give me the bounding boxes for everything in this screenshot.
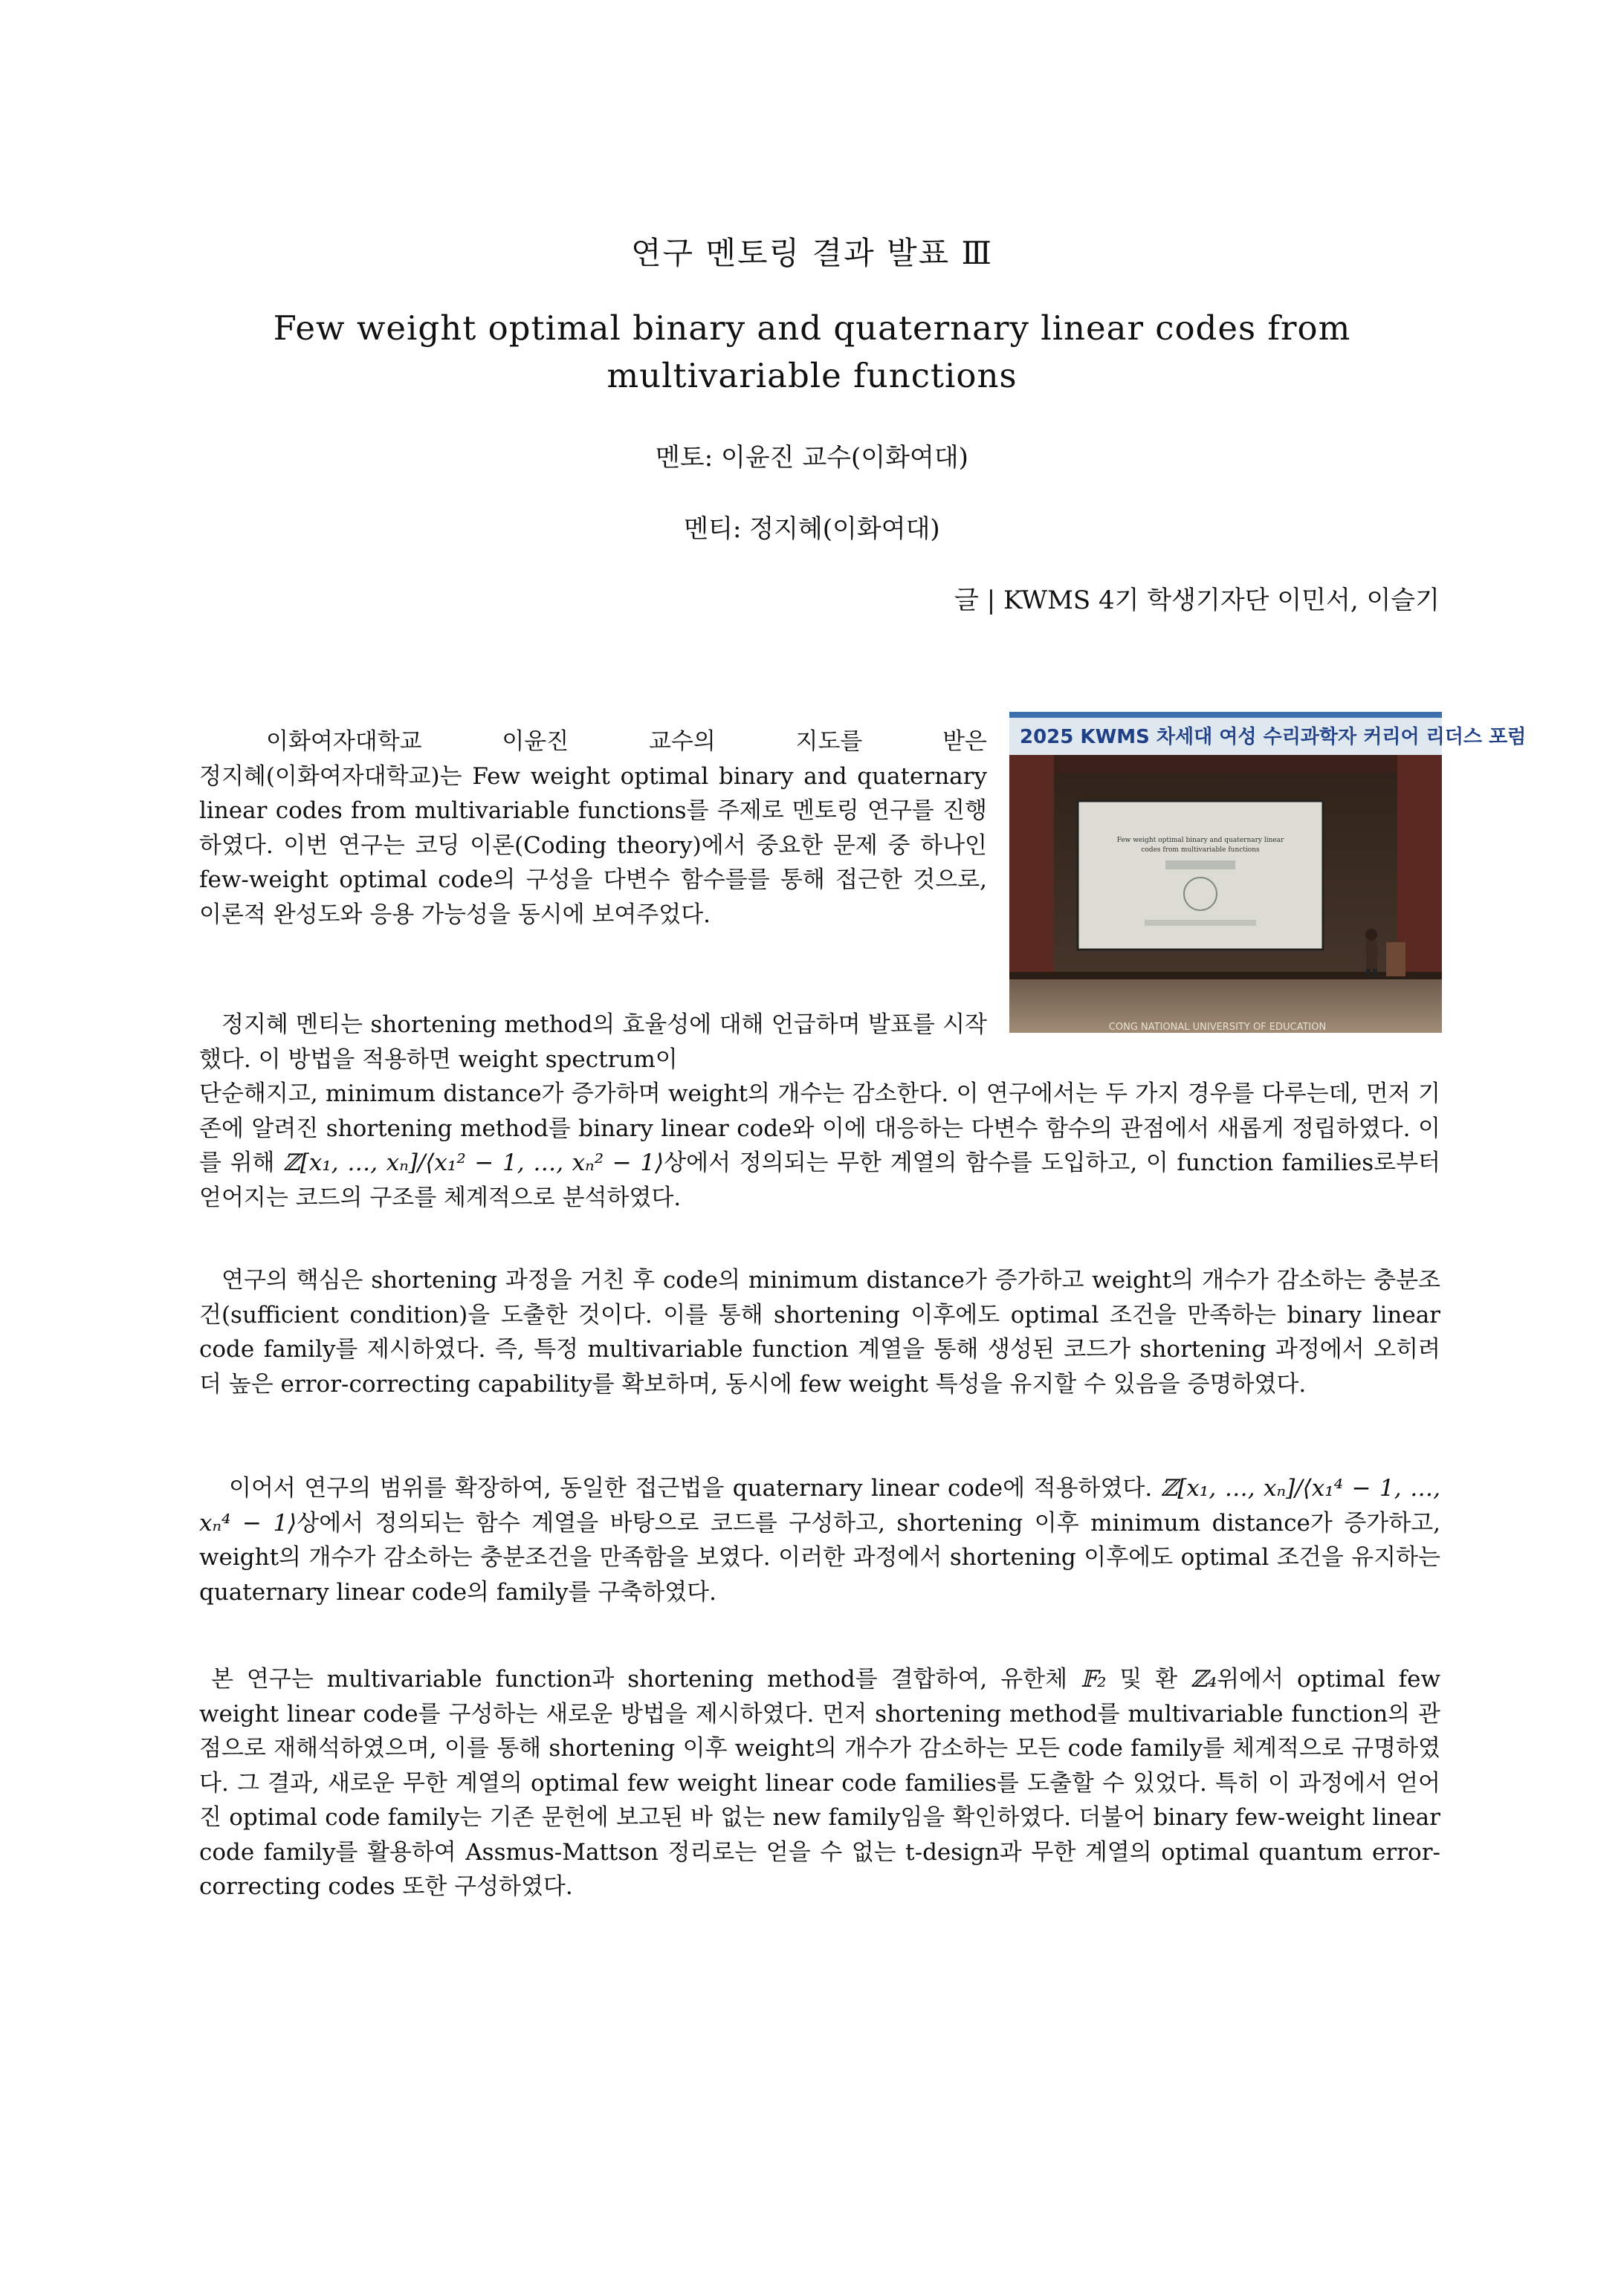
paragraph-3: 연구의 핵심은 shortening 과정을 거친 후 code의 minimum distance가 증가하고 weight의 개수가 감소하는 충분조건(sufficient condition)을 도출한 것이다. 이를 통해 shortening 이후에도 optimal 조건을 만족하는 binary linear code family를 제시하였다. 즉, 특정 multivariable function 계열을 통해 생성된 코드가 shortening 과정에서 오히려 더 높은 error-correcting capability를 확보하며, 동시에 few weight 특성을 유지할 수 있음을 증명하였다. [199, 1267, 1440, 1398]
floor-text: CONG NATIONAL UNIVERSITY OF EDUCATION [1108, 1022, 1327, 1033]
paragraph-4 [199, 1471, 1440, 1609]
paragraph-4-text-a: 이어서 연구의 범위를 확장하여, 동일한 접근법을 quaternary linear code에 적용하였다. [229, 1475, 1153, 1502]
paragraph-5 [199, 1662, 1440, 1904]
paragraph-2-text-b: 상에서 정의되는 무한 계열의 함수를 도입하고, 이 function families로부터 얻어지는 코드의 구조를 체계적으로 분석하였다. [199, 1149, 1440, 1211]
paragraph-5-text-mid: 및 환 [1119, 1666, 1178, 1693]
paper-title-line-1: Few weight optimal binary and quaternary linear codes from [273, 308, 1351, 348]
paper-title [0, 305, 1624, 400]
paragraph-2 [199, 1077, 1440, 1215]
mentor-line: 멘토: 이윤진 교수(이화여대) [656, 443, 968, 473]
paragraph-2-top: 정지혜 멘티는 shortening method의 효율성에 대해 언급하며 발표를 시작했다. 이 방법을 적용하면 weight spectrum이 [199, 1011, 987, 1073]
presentation-photo [1009, 712, 1527, 1033]
paragraph-1 [199, 724, 987, 932]
paragraph-2-text-a: 단순해지고, minimum distance가 증가하며 weight의 개수는 감소한다. 이 연구에서는 두 가지 경우를 다루는데, 먼저 기존에 알려진 shortening method를 binary linear code와 이에 대응하는 다변수 함수의 관점에서 새롭게 정립하였다. 이를 위해 [199, 1080, 1440, 1176]
paper-title-line-2: multivariable functions [606, 356, 1018, 395]
paragraph-5-text-a: 본 연구는 multivariable function과 shortening method를 결합하여, 유한체 [211, 1666, 1068, 1693]
paragraph-4-text-b: 상에서 정의되는 함수 계열을 바탕으로 코드를 구성하고, shortening 이후 minimum distance가 증가하고, weight의 개수가 감소하는 충분조건을 만족함을 보였다. 이러한 과정에서 shortening 이후에도 optimal 조건을 유지하는 quaternary linear code의 family를 구축하였다. [199, 1509, 1440, 1606]
paragraph-1-body: 정지혜(이화여자대학교)는 Few weight optimal binary and quaternary linear codes from multivariable functions를 주제로 멘토링 연구를 진행하였다. 이번 연구는 코딩 이론(Coding theory)에서 중요한 문제 중 하나인 few-weight optimal code의 구성을 다변수 함수를를 통해 접근한 것으로, 이론적 완성도와 응용 가능성을 동시에 보여주었다. [199, 762, 987, 928]
screen-title-line-1: Few weight optimal binary and quaternary linear [1116, 837, 1284, 844]
paragraph-5-text-b: 위에서 optimal few weight linear code를 구성하는 새로운 방법을 제시하였다. 먼저 shortening method를 multivariable function의 관점으로 재해석하였으며, 이를 통해 shortening 이후 weight의 개수가 감소하는 모든 code family를 체계적으로 규명하였다. 그 결과, 새로운 무한 계열의 optimal few weight linear code families를 도출할 수 있었다. 특히 이 과정에서 얻어진 optimal code family는 기존 문헌에 보고된 바 없는 new family임을 확인하였다. 더불어 binary few-weight linear code family를 활용하여 Assmus-Mattson 정리로는 얻을 수 없는 t-design과 무한 계열의 optimal quantum error-correcting codes 또한 구성하였다. [199, 1666, 1440, 1900]
ring-quotient-math: ℤ[x₁, …, xₙ]/⟨x₁² − 1, …, xₙ² − 1⟩ [283, 1149, 664, 1176]
byline: 글 | KWMS 4기 학생기자단 이민서, 이슬기 [954, 586, 1440, 615]
mentee-line: 멘티: 정지혜(이화여대) [684, 514, 940, 544]
page-title: 연구 멘토링 결과 발표 Ⅲ [630, 235, 994, 271]
ring-quotient-math-4: ℤ[x₁, …, xₙ]/⟨x₁⁴ − 1, …, xₙ⁴ − 1⟩ [199, 1475, 1440, 1537]
ring-z4-math: ℤ₄ [1191, 1666, 1217, 1693]
banner-text: 2025 KWMS 차세대 여성 수리과학자 커리어 리더스 포럼 [1020, 726, 1527, 748]
paragraph-1-first-line: 이화여자대학교 이윤진 교수의 지도를 받은 [266, 728, 987, 755]
field-f2-math: 𝔽₂ [1080, 1666, 1107, 1693]
screen-title-line-2: codes from multivariable functions [1141, 846, 1260, 854]
